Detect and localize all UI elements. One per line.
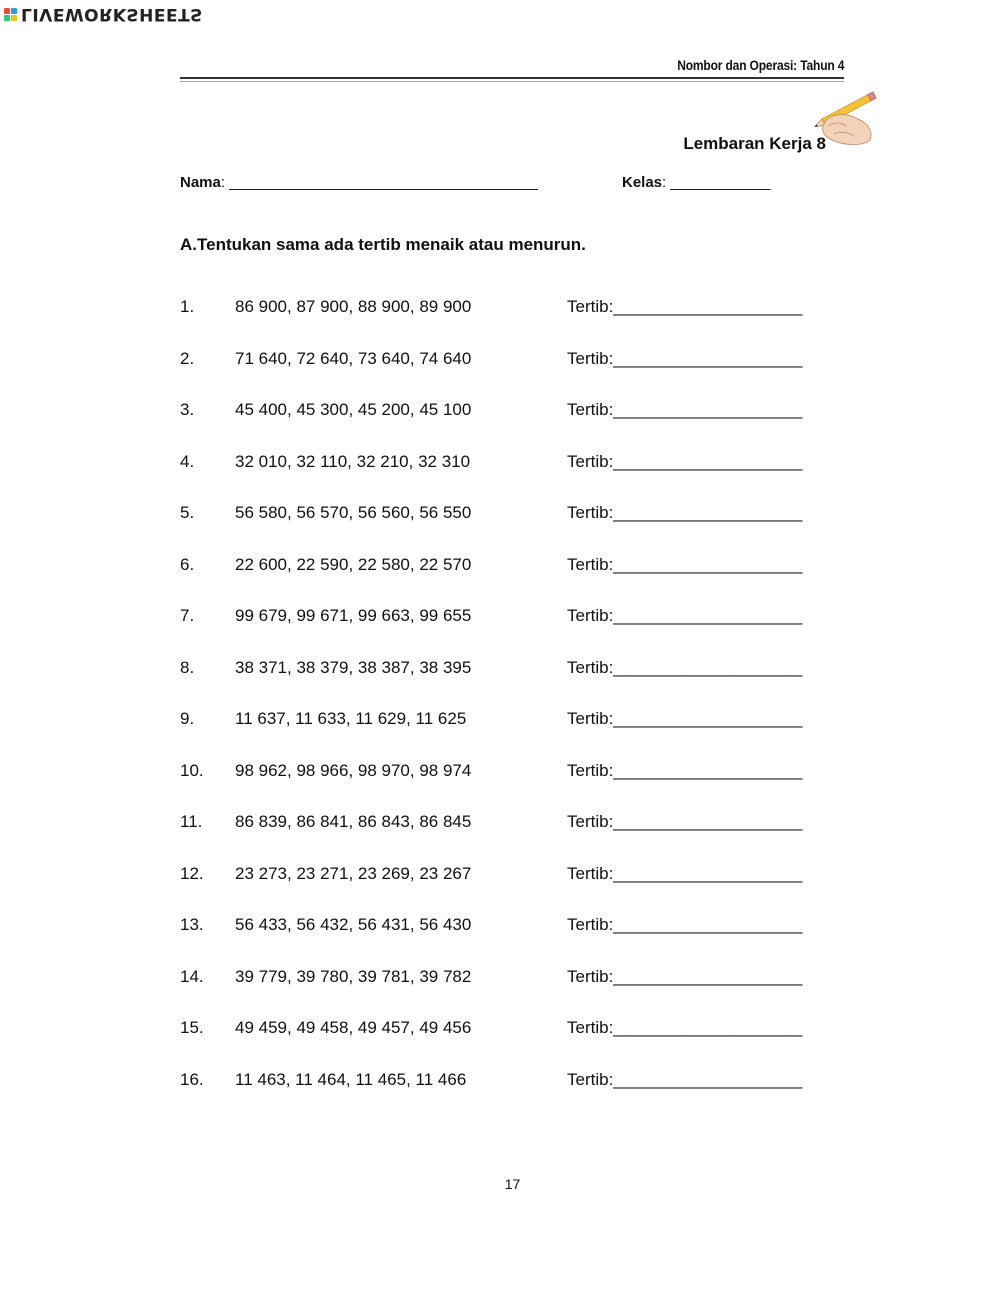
question-row — [180, 555, 840, 607]
question-list — [180, 297, 840, 1121]
question-number: 3. — [180, 400, 195, 419]
order-answer-blank[interactable]: Tertib:____________________ — [567, 657, 803, 677]
question-row — [180, 709, 840, 761]
logo-square-blue — [11, 8, 17, 14]
order-answer-blank[interactable]: Tertib:____________________ — [567, 915, 803, 934]
class-field-row — [622, 174, 770, 191]
number-sequence: 56 433, 56 432, 56 431, 56 430 — [235, 915, 472, 934]
question-row — [180, 503, 840, 555]
question-number: 12. — [180, 863, 204, 883]
number-sequence: 22 600, 22 590, 22 580, 22 570 — [235, 554, 472, 574]
question-row — [180, 606, 840, 658]
question-number: 13. — [180, 915, 204, 934]
worksheet-title: Lembaran Kerja 8 — [683, 134, 826, 153]
number-sequence: 38 371, 38 379, 38 387, 38 395 — [235, 657, 472, 677]
header-title: Nombor dan Operasi: Tahun 4 — [676, 57, 844, 73]
question-row — [180, 400, 840, 452]
order-answer-blank[interactable]: Tertib:____________________ — [567, 348, 803, 368]
question-number: 11. — [180, 812, 203, 831]
order-answer-blank[interactable]: Tertib:____________________ — [567, 554, 803, 574]
question-row — [180, 1018, 840, 1070]
order-answer-blank[interactable]: Tertib:____________________ — [567, 863, 803, 883]
question-row — [180, 864, 840, 916]
question-number: 14. — [180, 966, 204, 986]
order-answer-blank[interactable]: Tertib:____________________ — [567, 760, 803, 780]
order-answer-blank[interactable]: Tertib:____________________ — [567, 1069, 803, 1089]
question-number: 2. — [180, 348, 195, 368]
number-sequence: 32 010, 32 110, 32 210, 32 310 — [235, 451, 471, 471]
number-sequence: 11 637, 11 633, 11 629, 11 625 — [235, 709, 467, 728]
question-row — [180, 297, 840, 349]
question-number: 9. — [180, 709, 195, 728]
number-sequence: 98 962, 98 966, 98 970, 98 974 — [235, 760, 472, 780]
order-answer-blank[interactable]: Tertib:____________________ — [567, 966, 803, 986]
order-answer-blank[interactable]: Tertib:____________________ — [567, 606, 803, 625]
order-answer-blank[interactable]: Tertib:____________________ — [567, 1018, 803, 1037]
number-sequence: 45 400, 45 300, 45 200, 45 100 — [235, 400, 472, 419]
brand-logo-icon — [4, 8, 17, 21]
question-number: 1. — [180, 297, 195, 316]
logo-square-yellow — [11, 15, 17, 21]
brand-name: LIVEWORKSHEETS — [21, 4, 203, 24]
question-row — [180, 349, 840, 401]
number-sequence: 86 839, 86 841, 86 843, 86 845 — [235, 812, 472, 831]
name-field-row — [180, 174, 538, 191]
question-number: 16. — [180, 1069, 204, 1089]
number-sequence: 86 900, 87 900, 88 900, 89 900 — [235, 297, 472, 316]
number-sequence: 71 640, 72 640, 73 640, 74 640 — [235, 348, 472, 368]
question-row — [180, 967, 840, 1019]
question-row — [180, 452, 840, 504]
name-label: Nama — [180, 174, 221, 191]
header-divider-shadow — [180, 81, 844, 82]
class-blank[interactable]: : ____________ — [662, 174, 771, 191]
number-sequence: 56 580, 56 570, 56 560, 56 550 — [235, 503, 472, 522]
section-instruction: A.Tentukan sama ada tertib menaik atau menurun. — [180, 235, 586, 254]
order-answer-blank[interactable]: Tertib:____________________ — [567, 400, 803, 419]
question-number: 4. — [180, 451, 195, 471]
page-number: 17 — [504, 1176, 521, 1192]
order-answer-blank[interactable]: Tertib:____________________ — [567, 709, 803, 728]
name-blank[interactable]: : _____________________________________ — [220, 174, 538, 191]
question-number: 15. — [180, 1018, 204, 1037]
number-sequence: 99 679, 99 671, 99 663, 99 655 — [235, 606, 472, 625]
number-sequence: 23 273, 23 271, 23 269, 23 267 — [235, 863, 472, 883]
question-number: 6. — [180, 554, 195, 574]
question-row — [180, 761, 840, 813]
class-label: Kelas — [622, 174, 663, 191]
question-number: 8. — [180, 657, 195, 677]
logo-square-green — [4, 15, 10, 21]
question-row — [180, 812, 840, 864]
order-answer-blank[interactable]: Tertib:____________________ — [567, 297, 803, 316]
order-answer-blank[interactable]: Tertib:____________________ — [567, 503, 803, 522]
number-sequence: 11 463, 11 464, 11 465, 11 466 — [235, 1069, 467, 1089]
question-row — [180, 1070, 840, 1122]
question-number: 7. — [180, 606, 195, 625]
logo-square-red — [4, 8, 10, 14]
header-divider — [180, 77, 844, 79]
order-answer-blank[interactable]: Tertib:____________________ — [567, 812, 803, 831]
question-number: 5. — [180, 503, 195, 522]
number-sequence: 39 779, 39 780, 39 781, 39 782 — [235, 966, 472, 986]
question-row — [180, 915, 840, 967]
question-number: 10. — [180, 760, 204, 780]
question-row — [180, 658, 840, 710]
brand-watermark — [4, 4, 203, 24]
number-sequence: 49 459, 49 458, 49 457, 49 456 — [235, 1018, 472, 1037]
order-answer-blank[interactable]: Tertib:____________________ — [567, 451, 803, 471]
